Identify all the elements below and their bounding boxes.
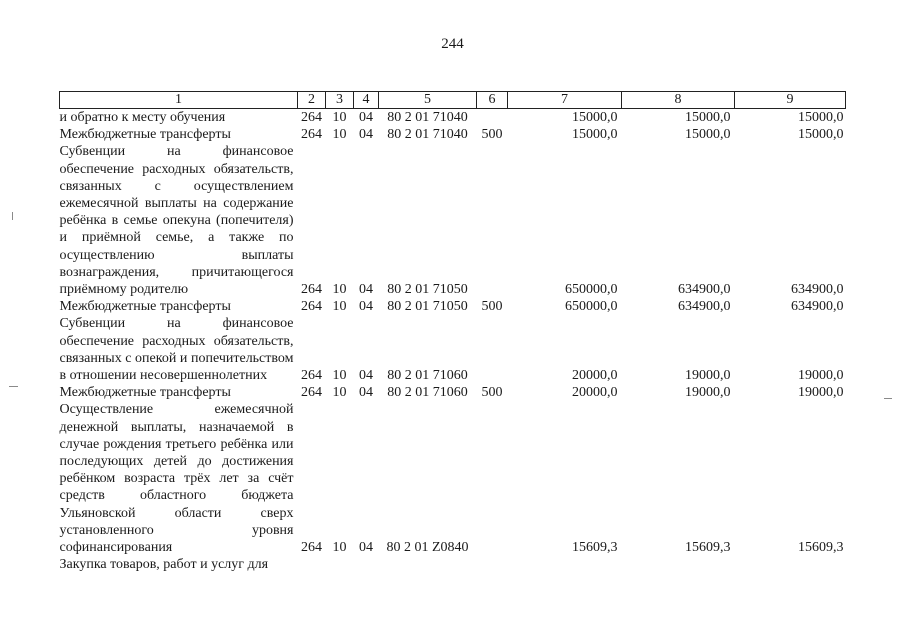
table-cell-col-2: 264 — [301, 368, 322, 384]
table-cell-col-5: 80 2 01 71060 — [387, 385, 468, 401]
table-cell-col-8: 15609,3 — [685, 540, 731, 556]
table-cell-col-3: 10 — [332, 540, 347, 556]
table-row — [60, 298, 846, 315]
table-cell-col-5: 80 2 01 71050 — [387, 299, 468, 315]
table-cell-col-9: 634900,0 — [791, 299, 844, 315]
table-cell-col-9: 19000,0 — [798, 385, 844, 401]
table-cell-col-8: 634900,0 — [678, 299, 731, 315]
table-cell-col-6 — [477, 401, 508, 556]
table-cell-col-4: 04 — [359, 127, 373, 143]
table-cell-col-9 — [735, 556, 846, 573]
table-cell-col-7: 20000,0 — [572, 368, 618, 384]
table-cell-col-6 — [477, 556, 508, 573]
table-cell-col-9: 15609,3 — [798, 540, 844, 556]
header-col-7: 7 — [508, 92, 622, 109]
table-row — [60, 556, 846, 573]
table-row — [60, 315, 846, 384]
table-cell-col-9: 15000,0 — [798, 110, 844, 125]
header-col-2: 2 — [298, 92, 326, 109]
scan-mark-left — [9, 386, 18, 387]
table-cell-col-4: 04 — [359, 385, 373, 401]
table-cell-col-1: Межбюджетные трансферты — [59, 385, 231, 401]
table-cell-col-6 — [477, 143, 508, 298]
table-cell-col-5: 80 2 01 71040 — [387, 127, 468, 143]
header-col-9: 9 — [735, 92, 846, 109]
table-cell-col-6: 500 — [481, 127, 503, 143]
table-cell-col-2: 264 — [301, 385, 322, 401]
table-cell-col-4: 04 — [359, 110, 373, 125]
table-cell-col-3: 10 — [332, 127, 347, 143]
table-cell-col-7 — [508, 556, 622, 573]
table-cell-col-7: 650000,0 — [565, 282, 618, 298]
table-cell-col-4 — [354, 556, 379, 573]
table-header — [60, 92, 846, 109]
table-cell-col-5: 80 2 01 Z0840 — [386, 540, 469, 556]
table-cell-col-9: 15000,0 — [798, 127, 844, 143]
page-number: 244 — [441, 36, 464, 52]
table-cell-col-7: 15000,0 — [572, 110, 618, 125]
table-row — [60, 143, 846, 298]
header-col-1: 1 — [60, 92, 298, 109]
header-col-4: 4 — [354, 92, 379, 109]
table-cell-col-4: 04 — [359, 299, 373, 315]
table-cell-col-6 — [477, 109, 508, 127]
table-cell-col-4: 04 — [359, 540, 373, 556]
table-cell-col-8 — [622, 556, 735, 573]
table-cell-col-7: 15609,3 — [572, 540, 618, 556]
table-cell-col-7: 650000,0 — [565, 299, 618, 315]
table-cell-col-1: и обратно к месту обучения — [59, 110, 226, 125]
header-col-8: 8 — [622, 92, 735, 109]
table-row — [60, 109, 846, 127]
table-cell-col-9: 19000,0 — [798, 368, 844, 384]
table-cell-col-2: 264 — [301, 540, 322, 556]
table-cell-col-1: Субвенции на финансовое обеспечение расходных обязательств, связанных с осуществлением ежемесячной выплаты на содержание ребёнка в семье опекуна (попечителя) и приёмной семье, а также по осуществлению выплаты вознаграждения, причитающегося приёмному родителю — [59, 144, 294, 298]
header-row — [60, 92, 846, 109]
table-cell-col-7: 20000,0 — [572, 385, 618, 401]
scan-mark-left-2 — [12, 212, 13, 220]
header-col-5: 5 — [379, 92, 477, 109]
table-cell-col-1: Субвенции на финансовое обеспечение расходных обязательств, связанных с опекой и попечительством в отношении несовершеннолетних — [59, 316, 294, 384]
table-cell-col-3: 10 — [332, 110, 347, 125]
table-cell-col-5: 80 2 01 71040 — [387, 110, 468, 125]
table-cell-col-8: 15000,0 — [685, 110, 731, 125]
table-cell-col-9: 634900,0 — [791, 282, 844, 298]
table-cell-col-6: 500 — [481, 299, 503, 315]
table-row — [60, 401, 846, 556]
table-cell-col-1: Осуществление ежемесячной денежной выплаты, назначаемой в случае рождения третьего ребёнка или последующих детей до достижения ребёнком возраста трёх лет за счёт средств областного бюджета Ульяновской области сверх установленного уровня софинансирования — [59, 402, 294, 556]
scan-mark-right — [884, 398, 892, 399]
table-cell-col-6: 500 — [481, 385, 503, 401]
table-cell-col-2: 264 — [301, 299, 322, 315]
budget-table — [59, 91, 846, 573]
header-col-6: 6 — [477, 92, 508, 109]
table-cell-col-2 — [298, 556, 326, 573]
table-cell-col-1: Закупка товаров, работ и услуг для — [59, 557, 269, 573]
table-cell-col-4: 04 — [359, 368, 373, 384]
table-cell-col-2: 264 — [301, 110, 322, 125]
table-cell-col-1: Межбюджетные трансферты — [59, 299, 231, 315]
table-cell-col-2: 264 — [301, 282, 322, 298]
table-row — [60, 126, 846, 143]
table-cell-col-3: 10 — [332, 299, 347, 315]
table-cell-col-8: 19000,0 — [685, 385, 731, 401]
table-cell-col-1: Межбюджетные трансферты — [59, 127, 231, 143]
table-cell-col-5 — [379, 556, 477, 573]
table-cell-col-7: 15000,0 — [572, 127, 618, 143]
table-cell-col-4: 04 — [359, 282, 373, 298]
table-cell-col-3 — [326, 556, 354, 573]
table-row — [60, 384, 846, 401]
table-cell-col-5: 80 2 01 71050 — [387, 282, 468, 298]
header-col-3: 3 — [326, 92, 354, 109]
table-cell-col-2: 264 — [301, 127, 322, 143]
table-cell-col-8: 634900,0 — [678, 282, 731, 298]
table-cell-col-3: 10 — [332, 368, 347, 384]
table-cell-col-3: 10 — [332, 282, 347, 298]
table-cell-col-8: 15000,0 — [685, 127, 731, 143]
table-body — [60, 109, 846, 574]
table-cell-col-3: 10 — [332, 385, 347, 401]
table-cell-col-6 — [477, 315, 508, 384]
table-cell-col-5: 80 2 01 71060 — [387, 368, 468, 384]
table-cell-col-8: 19000,0 — [685, 368, 731, 384]
